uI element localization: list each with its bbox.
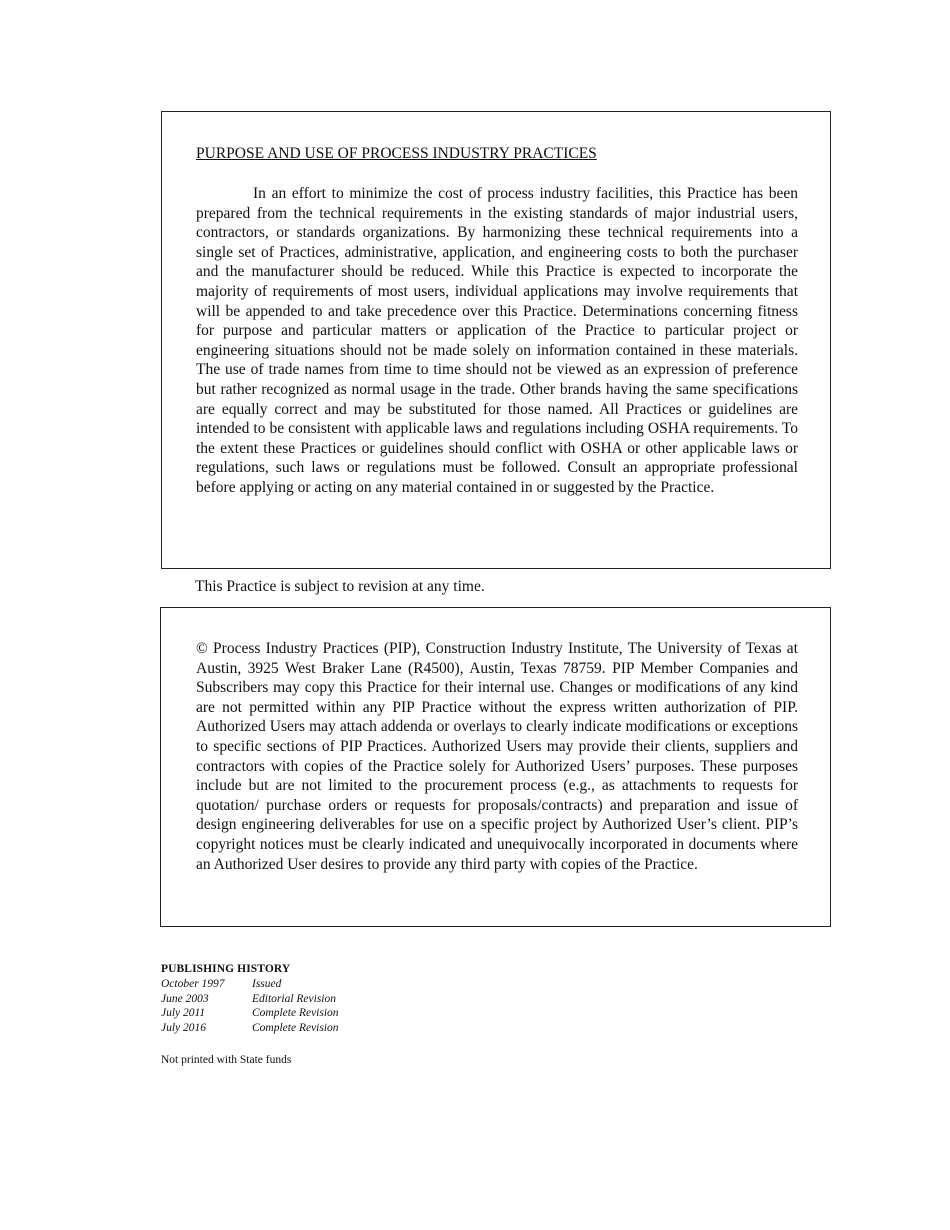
history-row — [161, 977, 339, 992]
purpose-paragraph: In an effort to minimize the cost of process industry facilities, this Practice has been prepared from the technical requirements in the existing standards of major industrial users, contractors, or standards organizations. By harmonizing these technical requirements into a single set of Practices, administrative, application, and engineering costs to both the purchaser and the manufacturer should be reduced. While this Practice is expected to incorporate the majority of requirements of most users, individual applications may involve requirements that will be appended to and take precedence over this Practice. Determinations concerning fitness for purpose and particular matters or application of the Practice to particular project or engineering situations should not be made solely on information contained in these materials. The use of trade names from time to time should not be viewed as an expression of preference but rather recognized as normal usage in the trade. Other brands having the same specifications are equally correct and may be substituted for those named. All Practices or guidelines are intended to be consistent with applicable laws and regulations including OSHA requirements. To the extent these Practices or guidelines should conflict with OSHA or other applicable laws or regulations, such laws or regulations must be followed. Consult an appropriate professional before applying or acting on any material contained in or suggested by the Practice. — [196, 185, 798, 496]
history-event: Editorial Revision — [252, 992, 337, 1005]
revision-note: This Practice is subject to revision at any time. — [195, 578, 485, 595]
history-event: Complete Revision — [252, 1007, 339, 1019]
copyright-section-box — [160, 607, 831, 927]
purpose-title: PURPOSE AND USE OF PROCESS INDUSTRY PRACTICES — [196, 145, 597, 162]
purpose-section-box — [161, 111, 831, 569]
history-date: July 2016 — [161, 1021, 207, 1034]
publishing-history — [161, 963, 339, 1035]
history-row — [161, 1006, 339, 1021]
copyright-paragraph: © Process Industry Practices (PIP), Construction Industry Institute, The University of Texas at Austin, 3925 West Braker Lane (R4500), Austin, Texas 78759. PIP Member Companies and Subscribers may copy this Practice for their internal use. Changes or modifications of any kind are not permitted within any PIP Practice without the express written authorization of PIP. Authorized Users may attach addenda or overlays to clearly indicate modifications or exceptions to specific sections of PIP Practices. Authorized Users may provide their clients, suppliers and contractors with copies of the Practice solely for Authorized Users’ purposes. These purposes include but are not limited to the procurement process (e.g., as attachments to requests for quotation/ purchase orders or requests for proposals/contracts) and preparation and issue of design engineering deliverables for use on a specific project by Authorized User’s client. PIP’s copyright notices must be clearly indicated and unequivocally incorporated in documents where an Authorized User desires to provide any third party with copies of the Practice. — [196, 640, 798, 873]
history-date: October 1997 — [161, 978, 225, 990]
history-row — [161, 992, 339, 1007]
history-event: Complete Revision — [252, 1021, 339, 1034]
history-event: Issued — [252, 978, 282, 990]
history-row — [161, 1021, 339, 1036]
funds-note: Not printed with State funds — [161, 1054, 292, 1066]
history-date: June 2003 — [161, 992, 209, 1005]
history-date: July 2011 — [161, 1007, 206, 1019]
publishing-history-title: PUBLISHING HISTORY — [161, 963, 291, 975]
